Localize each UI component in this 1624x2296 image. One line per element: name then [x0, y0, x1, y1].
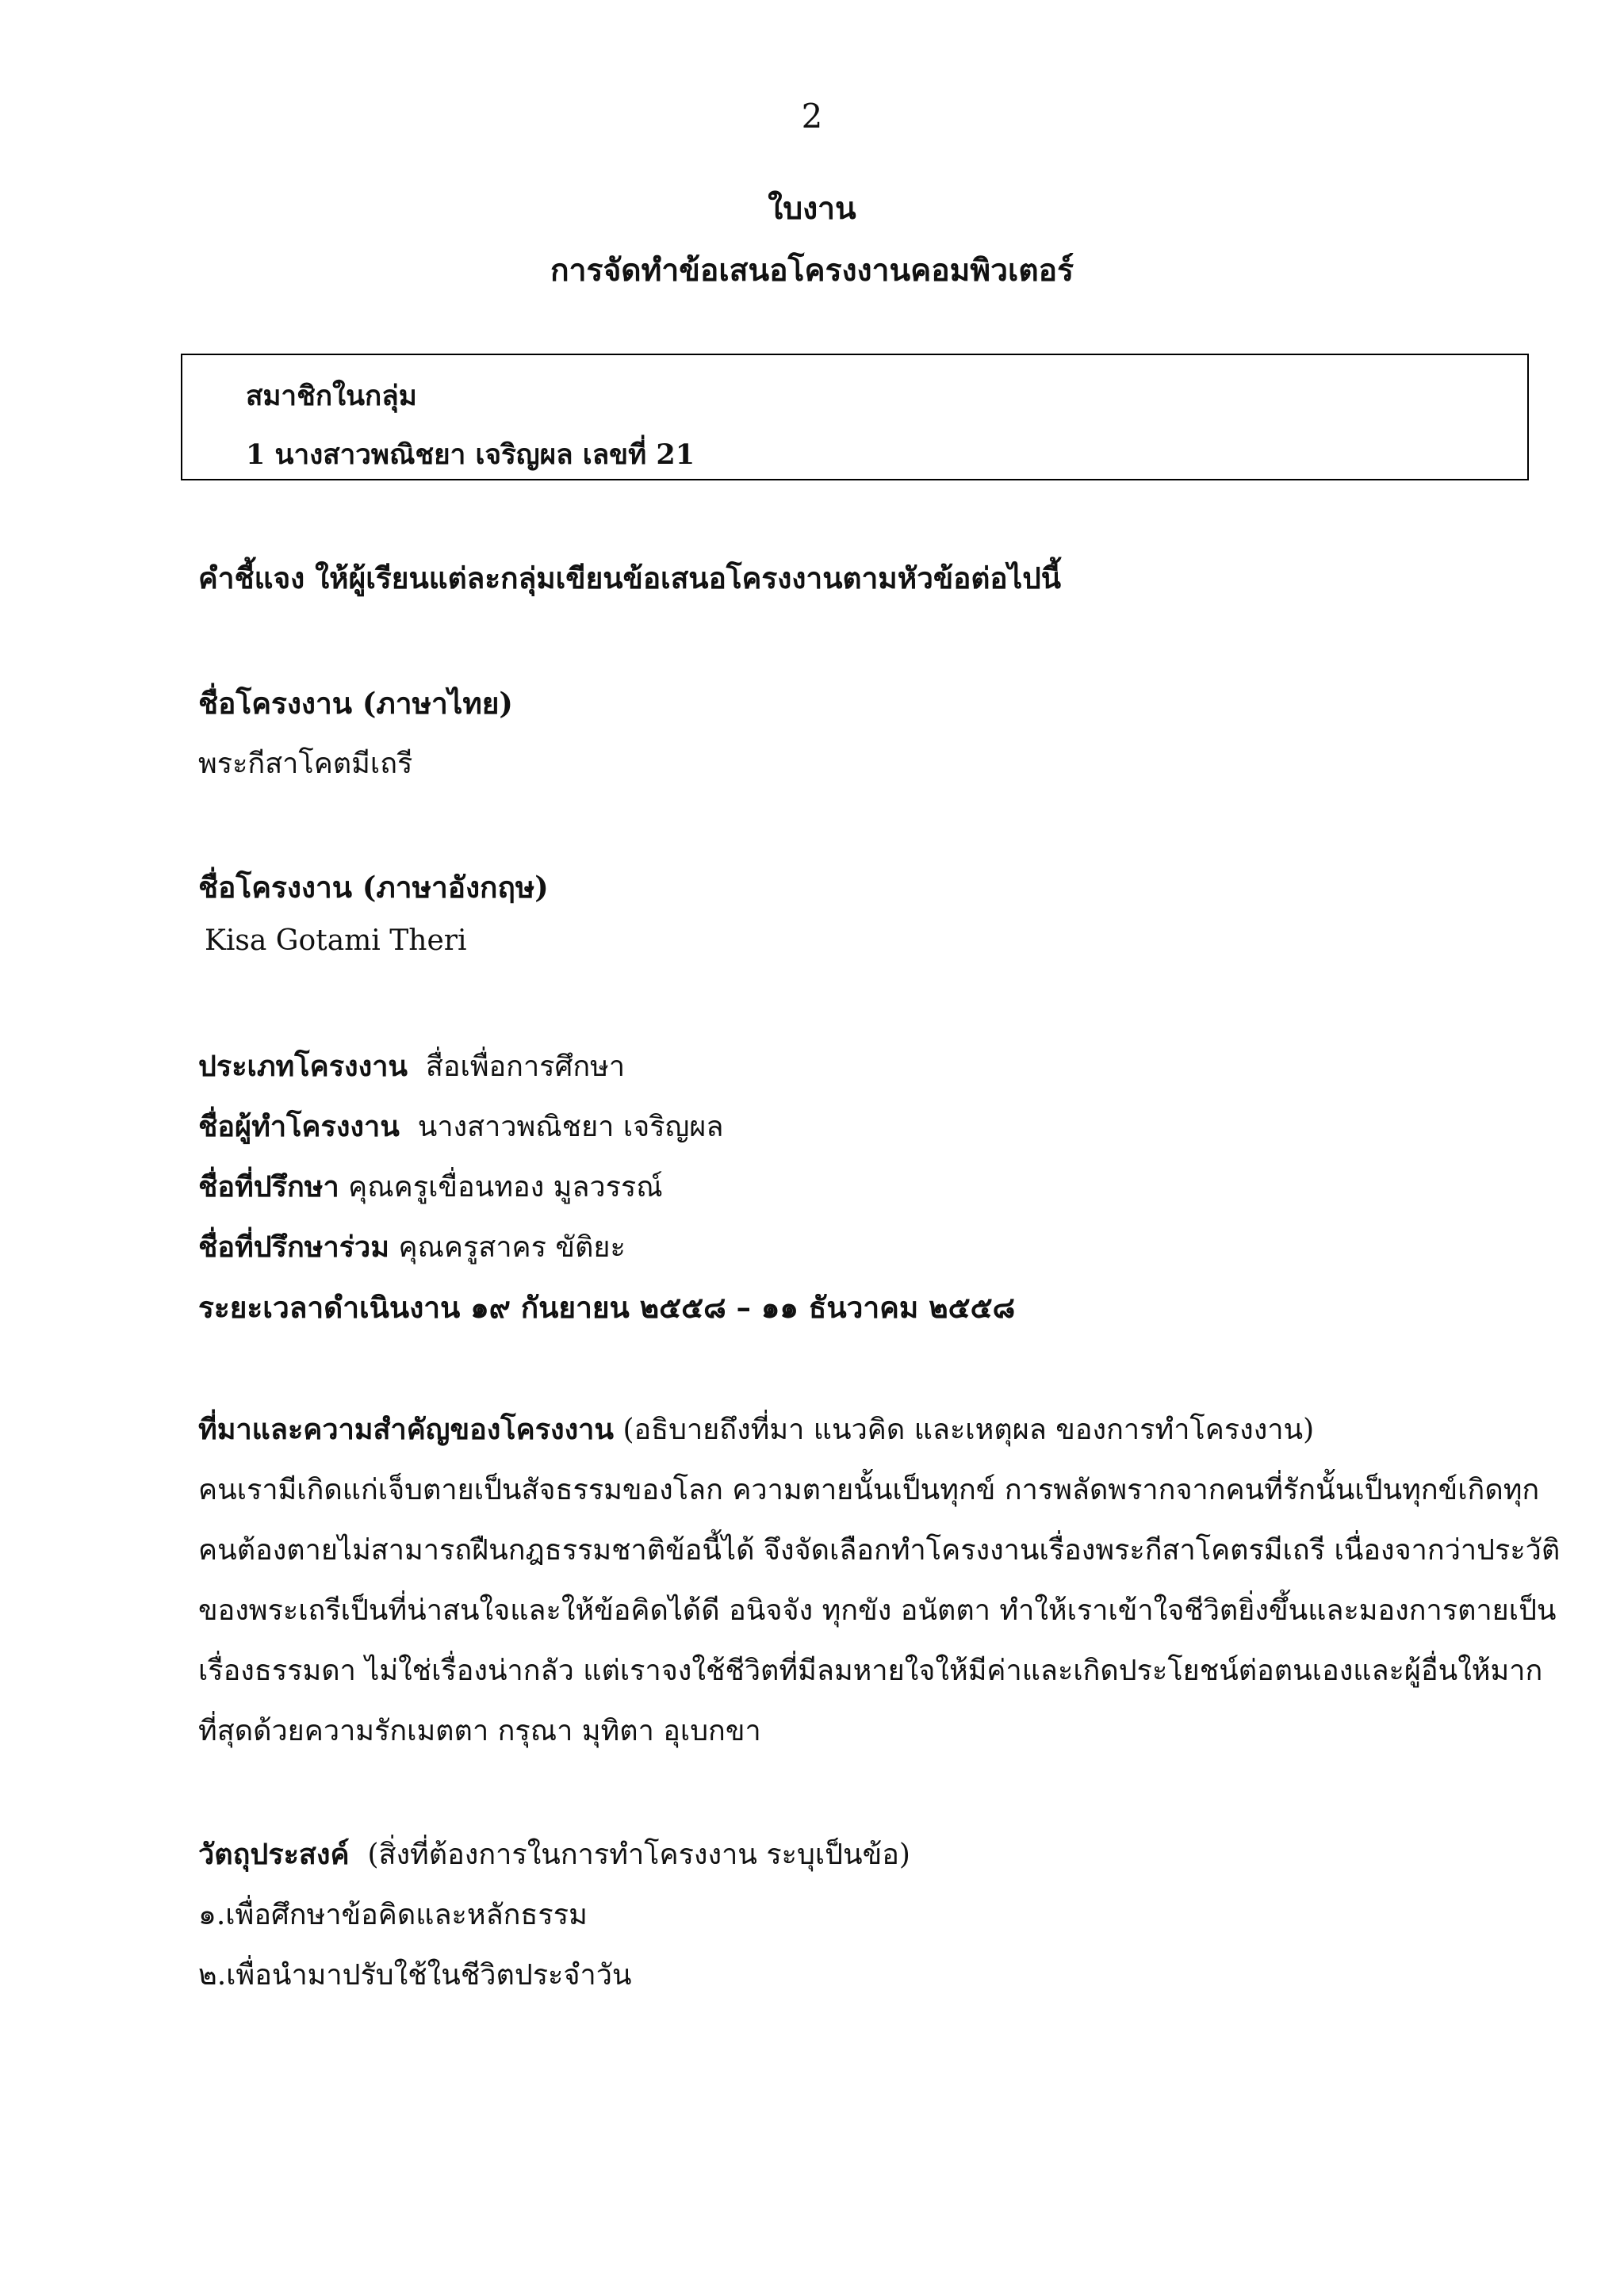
member-item: 1 นางสาวพณิชยา เจริญผล เลขที่ 21 [246, 438, 695, 471]
coadvisor-line [198, 1224, 626, 1269]
project-type-label: ประเภทโครงงาน [198, 1050, 408, 1083]
objective-item: ๒.เพื่อนำมาปรับใช้ในชีวิตประจำวัน [198, 1959, 632, 1992]
project-type-line [198, 1043, 625, 1089]
objectives-heading-line [198, 1831, 910, 1877]
background-line: คนเรามีเกิดแก่เจ็บตายเป็นสัจธรรมของโลก ความตายนั้นเป็นทุกข์ การพลัดพรากจากคนที่รักนั้นเป็นทุกข์เกิดทุก [198, 1474, 1540, 1506]
duration-line: ระยะเวลาดำเนินงาน ๑๙ กันยายน ๒๕๕๘ – ๑๑ ธันวาคม ๒๕๕๘ [198, 1290, 1016, 1325]
objective-item: ๑.เพื่อศึกษาข้อคิดและหลักธรรม [198, 1899, 588, 1931]
advisor-label: ชื่อที่ปรึกษา [198, 1170, 339, 1203]
objectives-label: วัตถุประสงค์ [198, 1838, 350, 1871]
background-line: คนต้องตายไม่สามารถฝืนกฎธรรมชาติข้อนี้ได้ จึงจัดเลือกทำโครงงานเรื่องพระกีสาโคตรมีเถรี เนื่องจากว่าประวัติ [198, 1534, 1561, 1567]
advisor-line [198, 1164, 663, 1209]
members-heading: สมาชิกในกลุ่ม [246, 380, 417, 412]
project-name-en-value: Kisa Gotami Theri [205, 924, 467, 957]
author-label: ชื่อผู้ทำโครงงาน [198, 1110, 400, 1143]
background-line: ที่สุดด้วยความรักเมตตา กรุณา มุทิตา อุเบกขา [198, 1715, 761, 1747]
background-hint: (อธิบายถึงที่มา แนวคิด และเหตุผล ของการทำโครงงาน) [622, 1414, 1315, 1446]
background-label: ที่มาและความสำคัญของโครงงาน [198, 1413, 615, 1446]
author-line [198, 1104, 723, 1149]
project-name-th-label: ชื่อโครงงาน (ภาษาไทย) [198, 686, 513, 721]
background-heading-line [198, 1406, 1314, 1452]
project-type-value: สื่อเพื่อการศึกษา [425, 1050, 626, 1083]
objectives-hint: (สิ่งที่ต้องการในการทำโครงงาน ระบุเป็นข้อ) [367, 1839, 910, 1871]
worksheet-title: ใบงาน [768, 190, 856, 227]
advisor-value: คุณครูเขื่อนทอง มูลวรรณ์ [348, 1171, 663, 1203]
instruction-text: คำชี้แจง ให้ผู้เรียนแต่ละกลุ่มเขียนข้อเสนอโครงงานตามหัวข้อต่อไปนี้ [198, 561, 1062, 595]
author-value: นางสาวพณิชยา เจริญผล [417, 1111, 724, 1143]
background-line: เรื่องธรรมดา ไม่ใช่เรื่องน่ากลัว แต่เราจงใช้ชีวิตที่มีลมหายใจให้มีค่าและเกิดประโยชน์ต่อตนเองและผู้อื่นให้มาก [198, 1655, 1543, 1687]
worksheet-subtitle: การจัดทำข้อเสนอโครงงานคอมพิวเตอร์ [550, 252, 1074, 289]
background-line: ของพระเถรีเป็นที่น่าสนใจและให้ข้อคิดได้ดี อนิจจัง ทุกขัง อนัตตา ทำให้เราเข้าใจชีวิตยิ่งขึ้นและมองการตายเป็น [198, 1594, 1557, 1627]
project-name-en-label: ชื่อโครงงาน (ภาษาอังกฤษ) [198, 870, 549, 905]
project-name-th-value: พระกีสาโคตมีเถรี [198, 748, 413, 780]
members-box [181, 354, 1529, 480]
coadvisor-label: ชื่อที่ปรึกษาร่วม [198, 1230, 389, 1264]
page-number: 2 [801, 97, 823, 136]
coadvisor-value: คุณครูสาคร ขัติยะ [398, 1231, 626, 1264]
